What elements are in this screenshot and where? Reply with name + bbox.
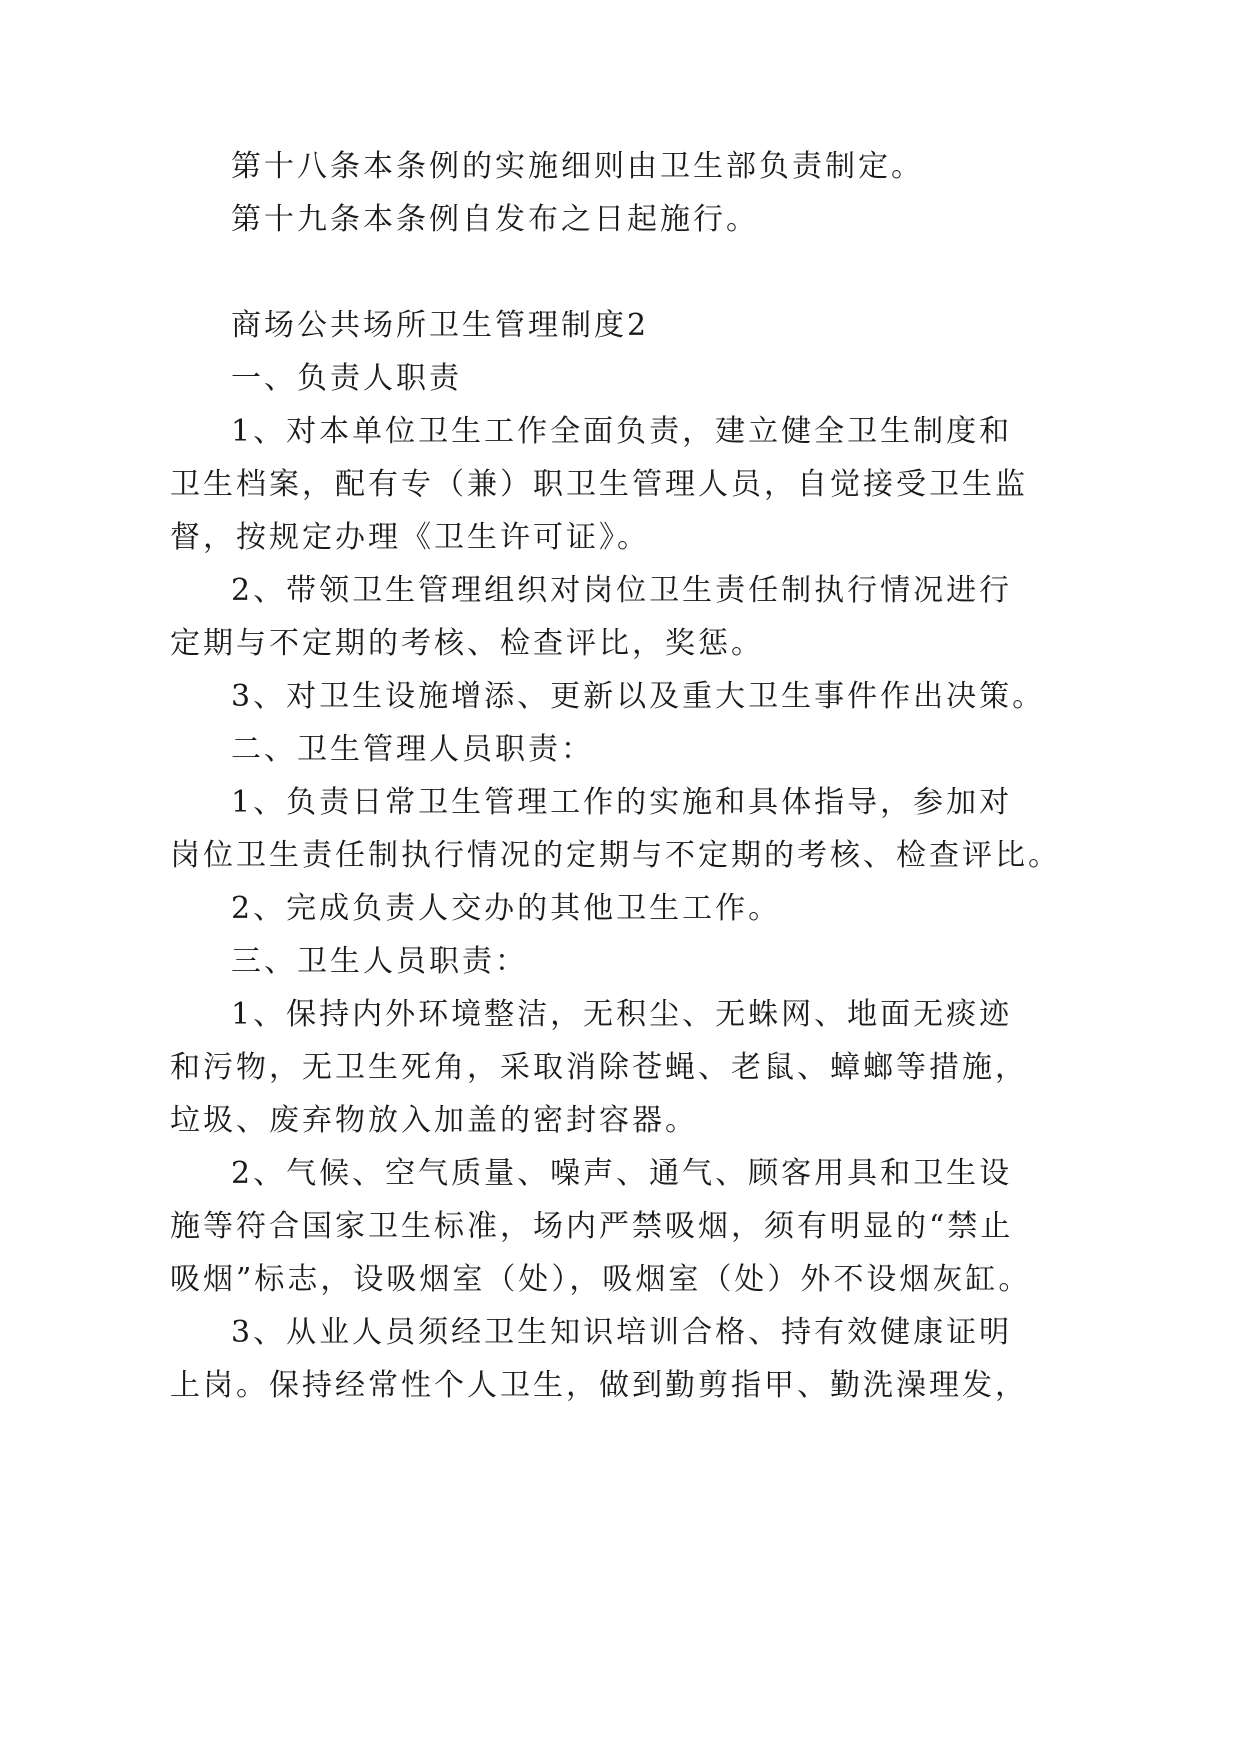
article-18: 第十八条本条例的实施细则由卫生部负责制定。 (231, 149, 924, 184)
paragraph-line: 3、对卫生设施增添、更新以及重大卫生事件作出决策。 (231, 679, 1046, 714)
heading-3: 三、卫生人员职责： (231, 944, 528, 979)
paragraph-line: 1、负责日常卫生管理工作的实施和具体指导，参加对 (231, 785, 1013, 820)
paragraph-line: 施等符合国家卫生标准，场内严禁吸烟，须有明显的“禁止 (170, 1209, 1014, 1244)
paragraph-line: 2、气候、空气质量、噪声、通气、顾客用具和卫生设 (231, 1156, 1013, 1191)
paragraph-line: 吸烟”标志，设吸烟室（处），吸烟室（处）外不设烟灰缸。 (170, 1262, 1032, 1297)
paragraph-line: 和污物，无卫生死角，采取消除苍蝇、老鼠、蟑螂等措施， (170, 1050, 1028, 1085)
paragraph-line: 上岗。保持经常性个人卫生，做到勤剪指甲、勤洗澡理发， (170, 1368, 1028, 1403)
paragraph-line: 3、从业人员须经卫生知识培训合格、持有效健康证明 (231, 1315, 1013, 1350)
paragraph-line: 垃圾、废弃物放入加盖的密封容器。 (170, 1103, 698, 1138)
paragraph-line: 1、对本单位卫生工作全面负责，建立健全卫生制度和 (231, 414, 1013, 449)
paragraph-line: 岗位卫生责任制执行情况的定期与不定期的考核、检查评比。 (170, 838, 1061, 873)
paragraph-line: 卫生档案，配有专（兼）职卫生管理人员，自觉接受卫生监 (170, 467, 1028, 502)
paragraph-line: 2、完成负责人交办的其他卫生工作。 (231, 891, 782, 926)
heading-2: 二、卫生管理人员职责： (231, 732, 594, 767)
paragraph-line: 1、保持内外环境整洁，无积尘、无蛛网、地面无痰迹 (231, 997, 1013, 1032)
section-title: 商场公共场所卫生管理制度2 (231, 308, 650, 343)
paragraph-line: 2、带领卫生管理组织对岗位卫生责任制执行情况进行 (231, 573, 1013, 608)
paragraph-line: 督，按规定办理《卫生许可证》。 (170, 520, 650, 555)
heading-1: 一、负责人职责 (231, 361, 462, 396)
article-19: 第十九条本条例自发布之日起施行。 (231, 202, 759, 237)
paragraph-line: 定期与不定期的考核、检查评比，奖惩。 (170, 626, 764, 661)
